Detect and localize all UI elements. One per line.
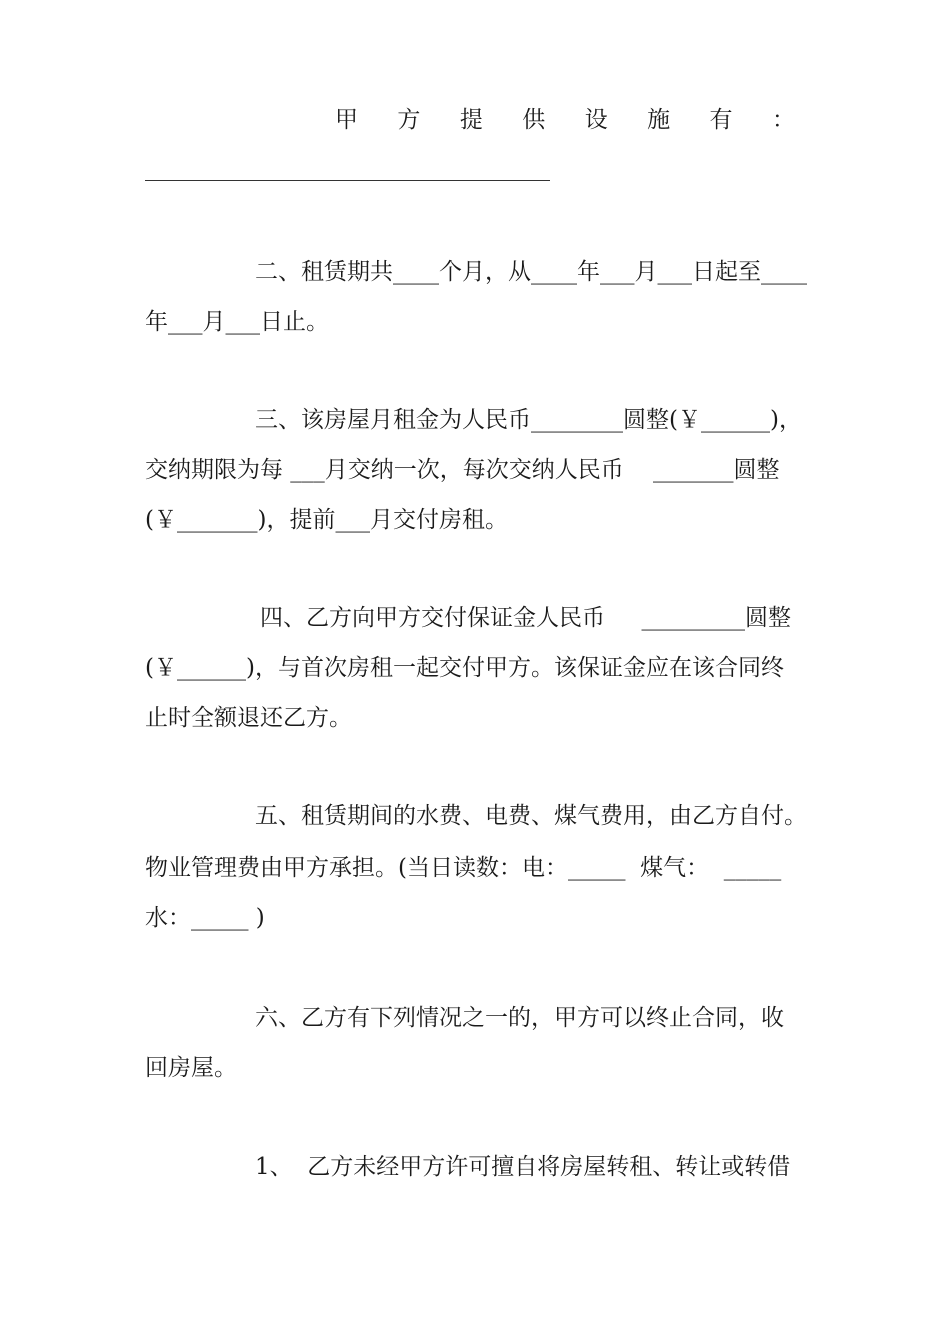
facilities-char: 有 xyxy=(709,107,733,133)
item-1-line-1: 1、 乙方未经甲方许可擅自将房屋转租、转让或转借 xyxy=(255,1154,791,1180)
clause-6-line-1: 六、乙方有下列情况之一的，甲方可以终止合同，收 xyxy=(255,1005,784,1031)
clause-5-line-2: 物业管理费由甲方承担。(当日读数：电：_____ 煤气： _____ xyxy=(145,855,782,881)
clause-2-line-1: 二、租赁期共____个月，从____年___月___日起至____ xyxy=(255,259,807,285)
clause-3-line-3: (￥_______)，提前___月交付房租。 xyxy=(145,507,508,533)
facilities-char: 方 xyxy=(397,107,421,133)
clause-3-line-2: 交纳期限为每 ___月交纳一次，每次交纳人民币 _______圆整 xyxy=(145,457,780,483)
facilities-char: ： xyxy=(771,107,795,133)
clause-3-line-1: 三、该房屋月租金为人民币________圆整(￥______)， xyxy=(255,407,802,433)
clause-4-line-2: (￥______)，与首次房租一起交付甲方。该保证金应在该合同终 xyxy=(145,655,784,681)
facilities-char: 施 xyxy=(647,107,671,133)
facilities-char: 供 xyxy=(522,107,546,133)
clause-5-line-1: 五、租赁期间的水费、电费、煤气费用，由乙方自付。 xyxy=(255,803,807,829)
clause-6-line-2: 回房屋。 xyxy=(145,1055,237,1081)
facilities-heading xyxy=(335,105,795,135)
facilities-char: 甲 xyxy=(335,107,358,133)
clause-4-line-3: 止时全额退还乙方。 xyxy=(145,705,352,731)
clause-4-line-1: 四、乙方向甲方交付保证金人民币 _________圆整 xyxy=(260,605,792,631)
facilities-char: 提 xyxy=(459,107,483,133)
facilities-char: 设 xyxy=(584,107,608,133)
fill-in-rule xyxy=(145,180,550,181)
clause-2-line-2: 年___月___日止。 xyxy=(145,309,329,335)
clause-5-line-3: 水：_____ ) xyxy=(145,905,265,931)
